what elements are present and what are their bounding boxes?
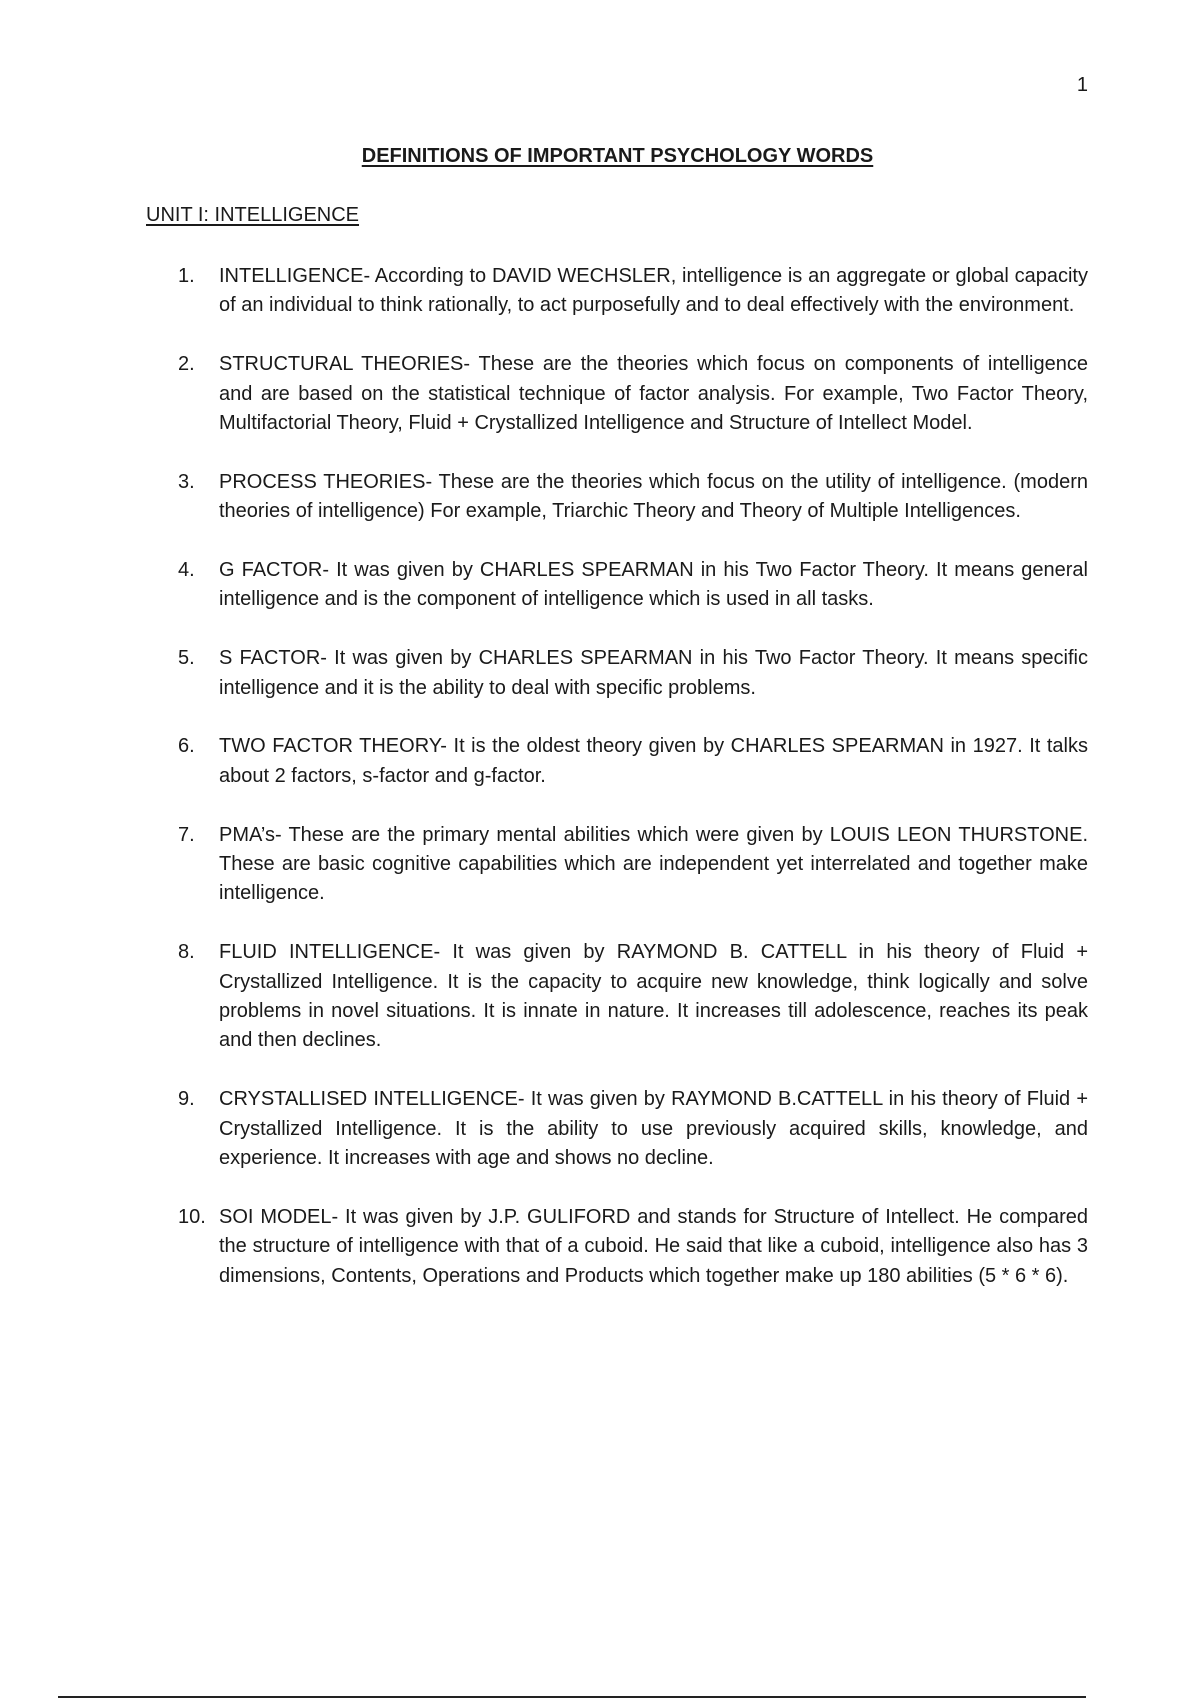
definition-text: STRUCTURAL THEORIES- These are the theories which focus on components of intelligence and are based on the statistical technique of factor analysis. For example, Two Factor Theory, Multifactorial Theory, Fluid + Crystallized Intelligence and Structure of Intellect Model. — [219, 353, 1088, 435]
definition-item — [178, 262, 1088, 321]
definition-number: 5. — [178, 647, 195, 670]
definition-item — [178, 644, 1088, 703]
definition-number: 8. — [178, 941, 195, 964]
definition-number: 3. — [178, 470, 195, 493]
definition-item — [178, 556, 1088, 615]
definition-text: G FACTOR- It was given by CHARLES SPEARMAN in his Two Factor Theory. It means general intelligence and is the component of intelligence which is used in all tasks. — [219, 559, 1088, 611]
unit-heading: UNIT I: INTELLIGENCE — [146, 204, 360, 226]
definition-item — [178, 821, 1088, 909]
definition-item — [178, 350, 1088, 438]
definition-text: CRYSTALLISED INTELLIGENCE- It was given by RAYMOND B.CATTELL in his theory of Fluid + Crystallized Intelligence. It is the ability to use previously acquired skills, knowledge, and experience. It increases with age and shows no decline. — [219, 1088, 1088, 1170]
definition-text: S FACTOR- It was given by CHARLES SPEARMAN in his Two Factor Theory. It means specific intelligence and it is the ability to deal with specific problems. — [219, 647, 1088, 699]
definition-number: 7. — [178, 823, 195, 846]
page-number: 1 — [1076, 74, 1088, 96]
definition-text: SOI MODEL- It was given by J.P. GULIFORD and stands for Structure of Intellect. He compared the structure of intelligence with that of a cuboid. He said that like a cuboid, intelligence also has 3 dimensions, Contents, Operations and Products which together make up 180 abilities (5 * 6 * 6). — [219, 1205, 1088, 1287]
definition-number: 2. — [178, 353, 195, 376]
definition-number: 9. — [178, 1088, 195, 1111]
definition-number: 10. — [178, 1205, 206, 1228]
footer-divider — [58, 1696, 1086, 1698]
definition-item — [178, 938, 1088, 1056]
definition-number: 6. — [178, 735, 195, 758]
definition-text: PROCESS THEORIES- These are the theories which focus on the utility of intelligence. (modern theories of intelligence) For example, Triarchic Theory and Theory of Multiple Intelligences. — [219, 470, 1088, 523]
definition-text: TWO FACTOR THEORY- It is the oldest theory given by CHARLES SPEARMAN in 1927. It talks about 2 factors, s-factor and g-factor. — [219, 735, 1088, 787]
definition-item — [178, 732, 1088, 791]
definition-text: PMA’s- These are the primary mental abilities which were given by LOUIS LEON THURSTONE. These are basic cognitive capabilities which are independent yet interrelated and together make intelligence. — [219, 823, 1088, 905]
definition-text: INTELLIGENCE- According to DAVID WECHSLER, intelligence is an aggregate or global capacity of an individual to think rationally, to act purposefully and to deal effectively with the environment. — [219, 265, 1088, 317]
definition-number: 4. — [178, 559, 195, 582]
definition-text: FLUID INTELLIGENCE- It was given by RAYMOND B. CATTELL in his theory of Fluid + Crystallized Intelligence. It is the capacity to acquire new knowledge, think logically and solve problems in novel situations. It is innate in nature. It increases till adolescence, reaches its peak and then declines. — [219, 941, 1088, 1052]
definition-item — [178, 1085, 1088, 1173]
definition-number: 1. — [178, 265, 195, 287]
definition-item — [178, 468, 1088, 527]
document-title: DEFINITIONS OF IMPORTANT PSYCHOLOGY WORDS — [361, 145, 874, 167]
definitions-list — [178, 262, 1088, 1320]
definition-item — [178, 1203, 1088, 1291]
